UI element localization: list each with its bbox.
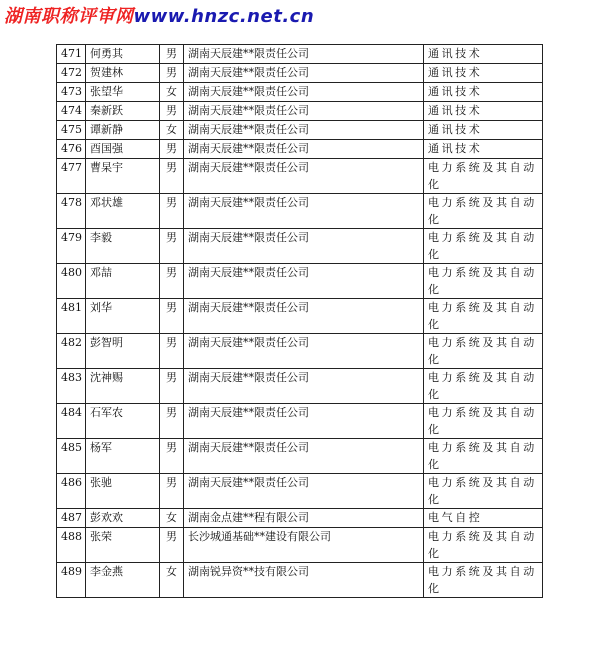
person-name: 石军农 xyxy=(86,404,160,439)
person-gender: 男 xyxy=(160,264,184,299)
person-gender: 男 xyxy=(160,528,184,563)
person-name: 彭欢欢 xyxy=(86,509,160,528)
company-name: 长沙城通基础**建设有限公司 xyxy=(184,528,424,563)
major-field: 电力系统及其自动化 xyxy=(424,264,543,299)
person-gender: 男 xyxy=(160,64,184,83)
site-watermark xyxy=(4,2,314,28)
table-row xyxy=(57,299,543,334)
person-gender: 男 xyxy=(160,140,184,159)
major-field: 通讯技术 xyxy=(424,102,543,121)
watermark-url: www.hnzc.net.cn xyxy=(133,6,315,27)
row-number: 483 xyxy=(57,369,86,404)
table-row xyxy=(57,334,543,369)
person-gender: 男 xyxy=(160,334,184,369)
company-name: 湖南天辰建**限责任公司 xyxy=(184,140,424,159)
person-name: 李毅 xyxy=(86,229,160,264)
person-gender: 男 xyxy=(160,45,184,64)
company-name: 湖南天辰建**限责任公司 xyxy=(184,194,424,229)
major-field: 电力系统及其自动化 xyxy=(424,474,543,509)
major-field: 通讯技术 xyxy=(424,121,543,140)
person-name: 张驰 xyxy=(86,474,160,509)
table-row xyxy=(57,121,543,140)
company-name: 湖南天辰建**限责任公司 xyxy=(184,334,424,369)
roster-table xyxy=(56,44,543,598)
row-number: 472 xyxy=(57,64,86,83)
row-number: 475 xyxy=(57,121,86,140)
company-name: 湖南天辰建**限责任公司 xyxy=(184,369,424,404)
major-field: 电力系统及其自动化 xyxy=(424,334,543,369)
row-number: 489 xyxy=(57,563,86,598)
table-row xyxy=(57,83,543,102)
person-name: 沈神赐 xyxy=(86,369,160,404)
company-name: 湖南天辰建**限责任公司 xyxy=(184,102,424,121)
table-row xyxy=(57,102,543,121)
table-row xyxy=(57,404,543,439)
table-row xyxy=(57,264,543,299)
major-field: 通讯技术 xyxy=(424,83,543,102)
major-field: 电力系统及其自动化 xyxy=(424,528,543,563)
row-number: 474 xyxy=(57,102,86,121)
company-name: 湖南天辰建**限责任公司 xyxy=(184,64,424,83)
person-name: 邓喆 xyxy=(86,264,160,299)
watermark-site-name: 湖南职称评审网 xyxy=(4,6,134,27)
table-row xyxy=(57,140,543,159)
row-number: 471 xyxy=(57,45,86,64)
row-number: 479 xyxy=(57,229,86,264)
person-gender: 女 xyxy=(160,121,184,140)
person-gender: 男 xyxy=(160,369,184,404)
table-row xyxy=(57,194,543,229)
table-row xyxy=(57,45,543,64)
major-field: 电气自控 xyxy=(424,509,543,528)
person-gender: 男 xyxy=(160,194,184,229)
major-field: 电力系统及其自动化 xyxy=(424,194,543,229)
major-field: 通讯技术 xyxy=(424,140,543,159)
major-field: 通讯技术 xyxy=(424,45,543,64)
company-name: 湖南天辰建**限责任公司 xyxy=(184,439,424,474)
row-number: 488 xyxy=(57,528,86,563)
row-number: 487 xyxy=(57,509,86,528)
person-name: 刘华 xyxy=(86,299,160,334)
person-gender: 男 xyxy=(160,159,184,194)
person-gender: 女 xyxy=(160,83,184,102)
row-number: 473 xyxy=(57,83,86,102)
person-gender: 男 xyxy=(160,299,184,334)
row-number: 482 xyxy=(57,334,86,369)
person-name: 贺建林 xyxy=(86,64,160,83)
table-row xyxy=(57,159,543,194)
person-name: 曹杲宇 xyxy=(86,159,160,194)
company-name: 湖南锐异资**技有限公司 xyxy=(184,563,424,598)
company-name: 湖南天辰建**限责任公司 xyxy=(184,83,424,102)
company-name: 湖南天辰建**限责任公司 xyxy=(184,264,424,299)
person-gender: 男 xyxy=(160,102,184,121)
company-name: 湖南天辰建**限责任公司 xyxy=(184,474,424,509)
row-number: 484 xyxy=(57,404,86,439)
table-row xyxy=(57,509,543,528)
person-name: 秦新跃 xyxy=(86,102,160,121)
row-number: 480 xyxy=(57,264,86,299)
person-name: 彭智明 xyxy=(86,334,160,369)
person-name: 张荣 xyxy=(86,528,160,563)
company-name: 湖南天辰建**限责任公司 xyxy=(184,159,424,194)
major-field: 通讯技术 xyxy=(424,64,543,83)
table-row xyxy=(57,563,543,598)
person-gender: 男 xyxy=(160,404,184,439)
company-name: 湖南天辰建**限责任公司 xyxy=(184,45,424,64)
company-name: 湖南天辰建**限责任公司 xyxy=(184,229,424,264)
major-field: 电力系统及其自动化 xyxy=(424,299,543,334)
person-gender: 男 xyxy=(160,439,184,474)
row-number: 476 xyxy=(57,140,86,159)
person-name: 李金燕 xyxy=(86,563,160,598)
person-gender: 男 xyxy=(160,229,184,264)
row-number: 477 xyxy=(57,159,86,194)
person-name: 何勇其 xyxy=(86,45,160,64)
major-field: 电力系统及其自动化 xyxy=(424,159,543,194)
table-row xyxy=(57,528,543,563)
company-name: 湖南天辰建**限责任公司 xyxy=(184,299,424,334)
table-row xyxy=(57,229,543,264)
table-row xyxy=(57,369,543,404)
table-row xyxy=(57,474,543,509)
person-name: 杨军 xyxy=(86,439,160,474)
row-number: 486 xyxy=(57,474,86,509)
person-name: 邓状雄 xyxy=(86,194,160,229)
company-name: 湖南天辰建**限责任公司 xyxy=(184,404,424,439)
person-name: 谭新静 xyxy=(86,121,160,140)
table-row xyxy=(57,439,543,474)
table-row xyxy=(57,64,543,83)
row-number: 481 xyxy=(57,299,86,334)
major-field: 电力系统及其自动化 xyxy=(424,563,543,598)
company-name: 湖南天辰建**限责任公司 xyxy=(184,121,424,140)
person-gender: 女 xyxy=(160,509,184,528)
company-name: 湖南金点建**程有限公司 xyxy=(184,509,424,528)
person-name: 酉国强 xyxy=(86,140,160,159)
major-field: 电力系统及其自动化 xyxy=(424,369,543,404)
row-number: 478 xyxy=(57,194,86,229)
major-field: 电力系统及其自动化 xyxy=(424,439,543,474)
person-gender: 女 xyxy=(160,563,184,598)
major-field: 电力系统及其自动化 xyxy=(424,229,543,264)
major-field: 电力系统及其自动化 xyxy=(424,404,543,439)
row-number: 485 xyxy=(57,439,86,474)
person-gender: 男 xyxy=(160,474,184,509)
person-name: 张望华 xyxy=(86,83,160,102)
